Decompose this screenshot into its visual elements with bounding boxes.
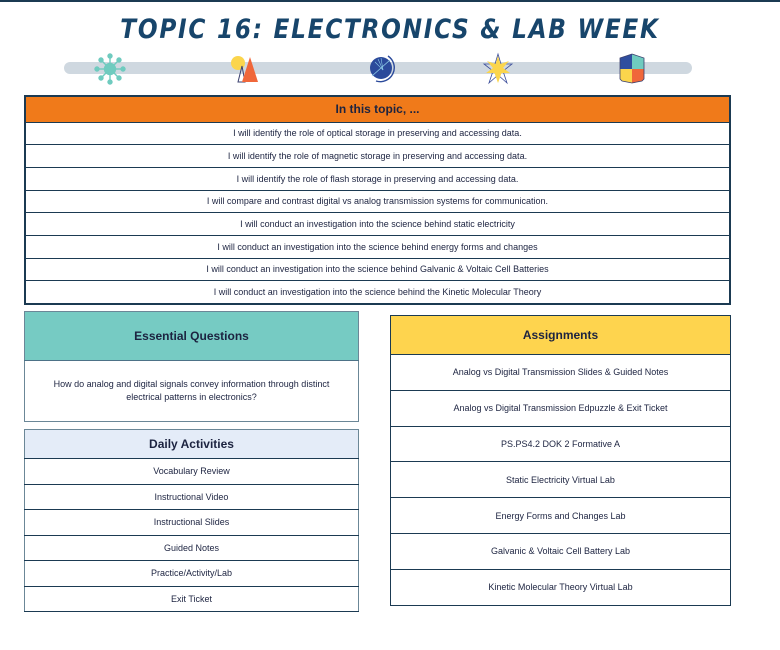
objective-item: I will conduct an investigation into the science behind Galvanic & Voltaic Cell Batteries	[25, 258, 730, 281]
sun-mountain-icon	[229, 52, 261, 86]
globe-icon	[366, 52, 398, 86]
activity-item: Guided Notes	[25, 535, 359, 561]
objective-item: I will identify the role of magnetic storage in preserving and accessing data.	[25, 145, 730, 168]
essential-questions-table	[24, 311, 359, 422]
assignment-item[interactable]: Energy Forms and Changes Lab	[391, 498, 731, 534]
objective-item: I will conduct an investigation into the science behind the Kinetic Molecular Theory	[25, 281, 730, 304]
objective-item: I will compare and contrast digital vs analog transmission systems for communication.	[25, 190, 730, 213]
objectives-table	[24, 95, 731, 305]
objectives-header: In this topic, ...	[25, 96, 730, 122]
assignment-item[interactable]: Analog vs Digital Transmission Slides & Guided Notes	[391, 355, 731, 391]
daily-activities-table	[24, 429, 359, 612]
objective-item: I will identify the role of flash storage in preserving and accessing data.	[25, 167, 730, 190]
assignment-item[interactable]: PS.PS4.2 DOK 2 Formative A	[391, 426, 731, 462]
top-rule	[0, 0, 780, 2]
objective-item: I will conduct an investigation into the science behind energy forms and changes	[25, 235, 730, 258]
assignment-item[interactable]: Analog vs Digital Transmission Edpuzzle & Exit Ticket	[391, 390, 731, 426]
network-node-icon	[94, 52, 126, 86]
essential-questions-header: Essential Questions	[25, 312, 359, 361]
activity-item: Instructional Slides	[25, 510, 359, 536]
assignments-header: Assignments	[391, 316, 731, 355]
activity-item: Instructional Video	[25, 484, 359, 510]
objective-item: I will identify the role of optical storage in preserving and accessing data.	[25, 122, 730, 145]
essential-question: How do analog and digital signals convey information through distinct electrical patterns in electronics?	[53, 379, 330, 402]
star-burst-icon	[482, 52, 514, 86]
page-title: TOPIC 16: ELECTRONICS & LAB WEEK	[120, 14, 660, 45]
assignment-item[interactable]: Static Electricity Virtual Lab	[391, 462, 731, 498]
activity-item: Exit Ticket	[25, 586, 359, 612]
activity-item: Vocabulary Review	[25, 459, 359, 485]
assignments-table	[390, 315, 731, 606]
assignment-item[interactable]: Galvanic & Voltaic Cell Battery Lab	[391, 533, 731, 569]
assignment-item[interactable]: Kinetic Molecular Theory Virtual Lab	[391, 569, 731, 605]
objective-item: I will conduct an investigation into the science behind static electricity	[25, 213, 730, 236]
activity-item: Practice/Activity/Lab	[25, 561, 359, 587]
daily-activities-header: Daily Activities	[25, 430, 359, 459]
shield-quad-icon	[616, 52, 648, 86]
